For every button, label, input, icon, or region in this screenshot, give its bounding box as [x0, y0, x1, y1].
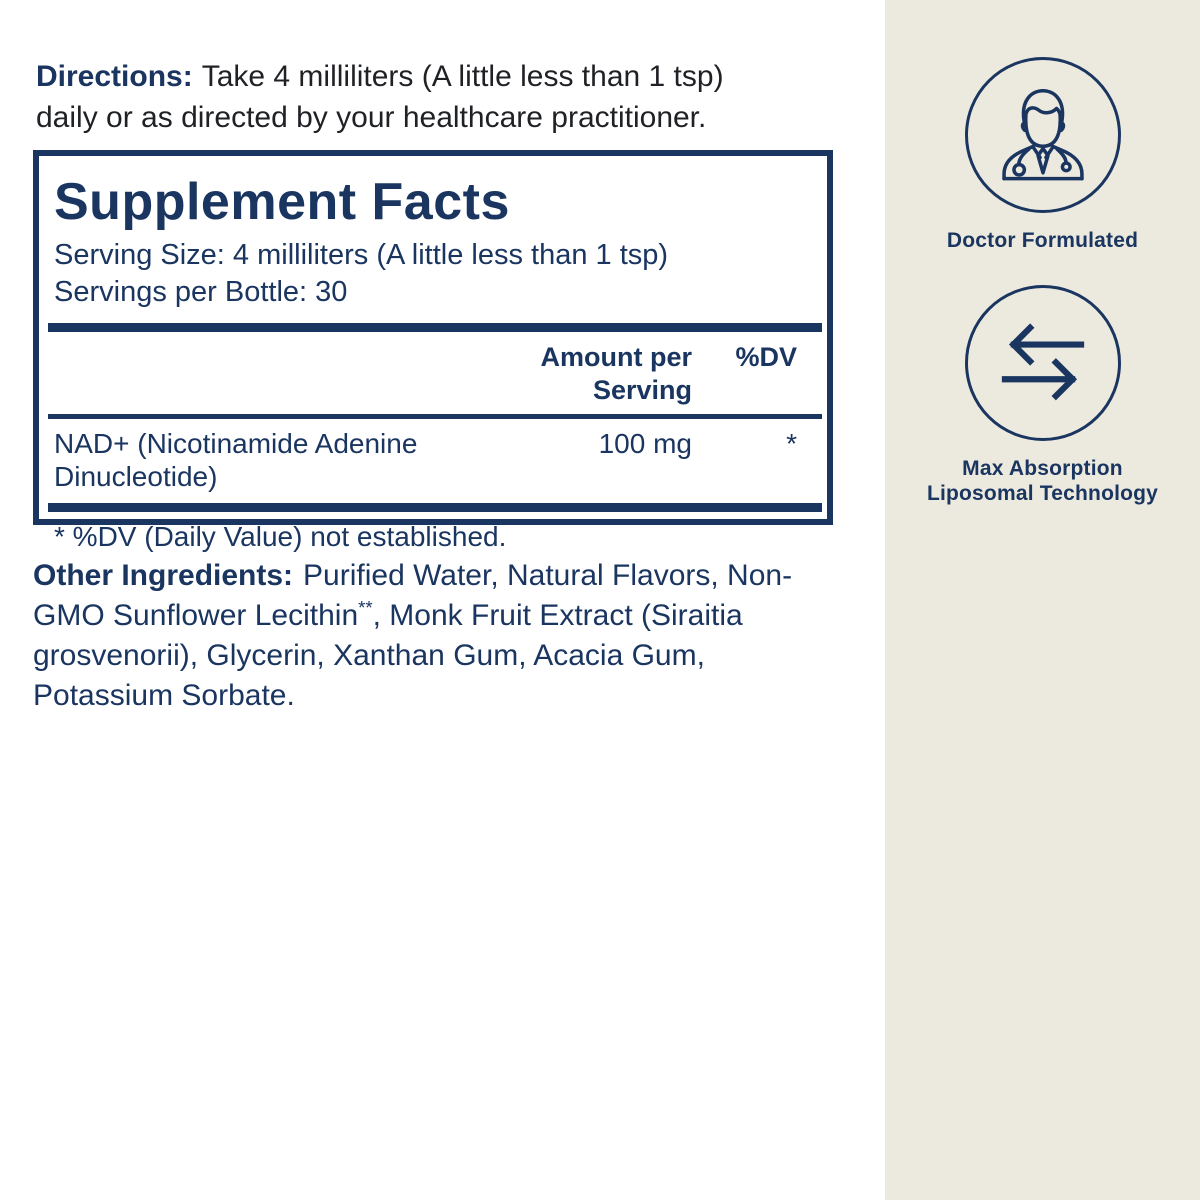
other-ingredients-body-1: Purified Water, Natural Flavors, Non-GMO Sunflower Lecithin: [33, 559, 793, 632]
double-asterisk-marker: **: [358, 597, 373, 618]
header-spacer: [54, 341, 452, 407]
ingredient-name: NAD+ (Nicotinamide Adenine Dinucleotide): [54, 428, 418, 492]
serving-size-text: Serving Size: 4 milliliters (A little less than 1 tsp): [54, 239, 669, 271]
divider-thick-top: [48, 323, 822, 332]
table-header-row: [39, 341, 827, 407]
benefits-sidebar: [885, 0, 1200, 1200]
column-header-dv: %DV: [735, 342, 797, 372]
ingredient-amount: 100 mg: [598, 428, 692, 459]
other-ingredients-body-2: , Monk Fruit Extract (Siraitia grosvenorii), Glycerin, Xanthan Gum, Acacia Gum, Potassium Sorbate.: [33, 599, 743, 712]
servings-per-bottle-text: Servings per Bottle: 30: [54, 276, 348, 308]
other-ingredients-section: [33, 556, 821, 716]
directions-section: [36, 56, 784, 138]
divider-thick-bottom: [48, 503, 822, 512]
column-header-amount: Amount per Serving: [540, 342, 692, 405]
badge-max-absorption: [927, 285, 1158, 506]
transfer-arrows-icon: [965, 285, 1121, 441]
directions-body: Take 4 milliliters (A little less than 1 tsp) daily or as directed by your healthcare practitioner.: [36, 60, 724, 134]
directions-label: Directions:: [36, 60, 193, 93]
other-ingredients-label: Other Ingredients:: [33, 559, 294, 592]
ingredient-dv: *: [786, 428, 797, 459]
badge-doctor-label: Doctor Formulated: [946, 229, 1139, 252]
table-row-nad: [39, 427, 827, 493]
supplement-facts-panel: [33, 150, 833, 552]
supplement-facts-title: Supplement Facts: [54, 173, 510, 231]
doctor-icon: [965, 57, 1121, 213]
badge-absorption-label: Max Absorption Liposomal Technology: [926, 457, 1159, 505]
badge-doctor-formulated: [947, 57, 1138, 253]
divider-thin-header: [48, 414, 822, 419]
dv-footnote: * %DV (Daily Value) not established.: [54, 521, 507, 552]
